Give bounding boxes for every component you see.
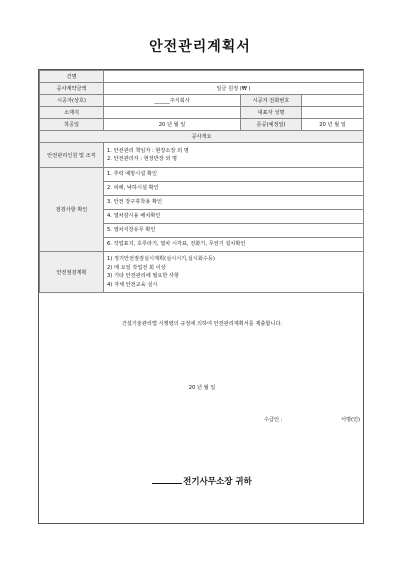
applicant-label: 수급인 :	[264, 417, 283, 423]
recipient-text: 전기사무소장 귀하	[183, 477, 252, 487]
inspection-item[interactable]: 4. 열차감시용 배치확인	[104, 210, 363, 224]
plan-item[interactable]: 3) 기타 안전관리에 필요한 사항	[107, 273, 180, 279]
plan-item[interactable]: 2) 매 요일 작업전 회 이상	[107, 264, 166, 271]
inspection-label: 점검사항 확인	[40, 168, 104, 252]
inspection-item[interactable]: 2. 피해, 낙하시설 확인	[104, 182, 363, 196]
name-label: 건명	[40, 71, 104, 83]
address-field[interactable]	[104, 107, 241, 119]
inspection-cell	[104, 168, 364, 252]
phone-field[interactable]	[302, 95, 364, 107]
plan-cell	[104, 252, 364, 293]
contractor-field[interactable]: ______주식회사	[104, 95, 241, 107]
representative-field[interactable]	[302, 107, 364, 119]
name-field[interactable]	[104, 71, 364, 83]
form-sheet	[38, 69, 364, 524]
recipient-line	[39, 475, 365, 487]
inspection-item[interactable]: 6. 작업표지, 호루라기, 열차 시각표, 전화기, 무전기 설치확인	[107, 241, 246, 247]
phone-label: 시공자 전화번호	[241, 95, 302, 107]
recipient-blank[interactable]	[152, 483, 182, 484]
representative-label: 대표자 성명	[241, 107, 302, 119]
completion-date-label: 준공(예정일)	[241, 119, 302, 131]
overview-header: 공사개요	[40, 131, 364, 143]
plan-item[interactable]: 4) 자체 안전교육 실시	[107, 281, 158, 288]
submission-date[interactable]: 20 년 월 일	[188, 385, 216, 391]
form-table	[39, 70, 364, 293]
amount-field[interactable]: 일금 원정 (₩ )	[104, 83, 364, 95]
personnel-line[interactable]: 2. 안전관리자 : 현장반장 외 명	[107, 156, 178, 162]
amount-label: 공사계약금액	[40, 83, 104, 95]
start-date-field[interactable]: 20 년 월 일	[104, 119, 241, 131]
inspection-item[interactable]: 5. 열차지장유무 확인	[104, 224, 363, 238]
inspection-item[interactable]: 1. 추락 예방시설 확인	[104, 168, 363, 182]
personnel-label: 안전관리인원 및 조직	[40, 143, 104, 168]
completion-date-field[interactable]: 20 년 월 일	[302, 119, 364, 131]
personnel-cell	[104, 143, 364, 168]
declaration-text: 건설기술관리법 시행령의 규정에 의하여 안전관리계획서를 제출합니다.	[121, 321, 283, 327]
plan-item[interactable]: 1) 정기안전점검실시계획(실시시기,실시회수등)	[107, 256, 215, 262]
contractor-label: 시공자(상호)	[40, 95, 104, 107]
plan-label: 안전점검계획	[40, 252, 104, 293]
start-date-label: 착공일	[40, 119, 104, 131]
document-title: 안전관리계획서	[149, 39, 251, 55]
inspection-item[interactable]: 3. 안전 장구휴착용 확인	[104, 196, 363, 210]
signature-label: 서명(인)	[341, 417, 361, 423]
personnel-line[interactable]: 1. 안전관리 책임자 : 현장소장 외 명	[107, 147, 189, 154]
address-label: 소재지	[40, 107, 104, 119]
